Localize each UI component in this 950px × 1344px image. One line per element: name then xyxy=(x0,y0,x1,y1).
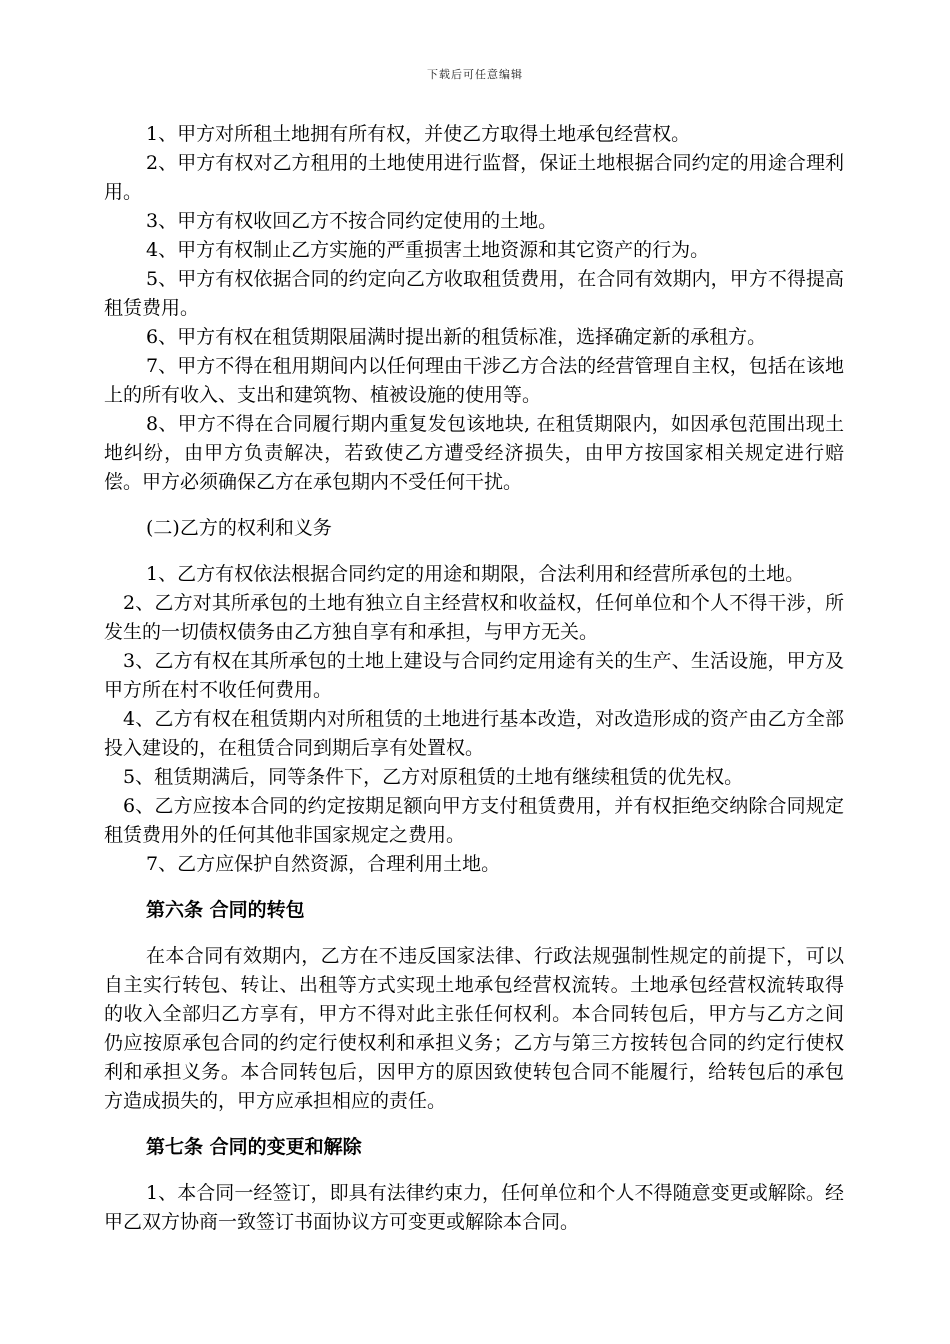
document-body xyxy=(104,120,844,1237)
clause-b3: 3、乙方有权在其所承包的土地上建设与合同约定用途有关的生产、生活设施，甲方及甲方所在村不收任何费用。 xyxy=(104,650,844,701)
subheading-party-b: (二)乙方的权利和义务 xyxy=(146,517,332,539)
clause-a3: 3、甲方有权收回乙方不按合同约定使用的土地。 xyxy=(146,210,558,232)
clause-a7: 7、甲方不得在租用期间内以任何理由干涉乙方合法的经营管理自主权，包括在该地上的所有收入、支出和建筑物、植被设施的使用等。 xyxy=(104,355,844,406)
clause-a2: 2、甲方有权对乙方租用的土地使用进行监督，保证土地根据合同约定的用途合理利用。 xyxy=(104,152,844,203)
article-7-title: 第七条 合同的变更和解除 xyxy=(146,1136,362,1158)
clause-a5: 5、甲方有权依据合同的约定向乙方收取租赁费用，在合同有效期内，甲方不得提高租赁费用。 xyxy=(104,268,844,319)
clause-b1: 1、乙方有权依法根据合同约定的用途和期限，合法利用和经营所承包的土地。 xyxy=(146,563,805,585)
clause-b7: 7、乙方应保护自然资源，合理利用土地。 xyxy=(146,853,501,875)
clause-b2: 2、乙方对其所承包的土地有独立自主经营权和收益权，任何单位和个人不得干涉，所发生的一切债权债务由乙方独自享有和承担，与甲方无关。 xyxy=(104,592,844,643)
clause-b6: 6、乙方应按本合同的约定按期足额向甲方支付租赁费用，并有权拒绝交纳除合同规定租赁费用外的任何其他非国家规定之费用。 xyxy=(104,795,844,846)
page-header: 下载后可任意编辑 xyxy=(427,68,523,81)
clause-a8: 8、甲方不得在合同履行期内重复发包该地块, 在租赁期限内，如因承包范围出现土地纠纷，由甲方负责解决，若致使乙方遭受经济损失，由甲方按国家相关规定进行赔偿。甲方必须确保乙方在承包期内不受任何干扰。 xyxy=(104,413,844,493)
clause-a1: 1、甲方对所租土地拥有所有权，并使乙方取得土地承包经营权。 xyxy=(146,123,691,145)
clause-a6: 6、甲方有权在租赁期限届满时提出新的租赁标准，选择确定新的承租方。 xyxy=(146,326,767,348)
clause-b5: 5、租赁期满后，同等条件下，乙方对原租赁的土地有继续租赁的优先权。 xyxy=(123,766,744,788)
clause-a4: 4、甲方有权制止乙方实施的严重损害土地资源和其它资产的行为。 xyxy=(146,239,710,261)
article-7-body: 1、本合同一经签订，即具有法律约束力，任何单位和个人不得随意变更或解除。经甲乙双方协商一致签订书面协议方可变更或解除本合同。 xyxy=(104,1182,844,1233)
clause-b4: 4、乙方有权在租赁期内对所租赁的土地进行基本改造，对改造形成的资产由乙方全部投入建设的，在租赁合同到期后享有处置权。 xyxy=(104,708,844,759)
article-6-title: 第六条 合同的转包 xyxy=(146,899,305,921)
article-6-body: 在本合同有效期内，乙方在不违反国家法律、行政法规强制性规定的前提下，可以自主实行转包、转让、出租等方式实现土地承包经营权流转。土地承包经营权流转取得的收入全部归乙方享有，甲方不得对此主张任何权利。本合同转包后，甲方与乙方之间仍应按原承包合同的约定行使权利和承担义务；乙方与第三方按转包合同的约定行使权利和承担义务。本合同转包后，因甲方的原因致使转包合同不能履行，给转包后的承包方造成损失的，甲方应承担相应的责任。 xyxy=(104,945,844,1112)
